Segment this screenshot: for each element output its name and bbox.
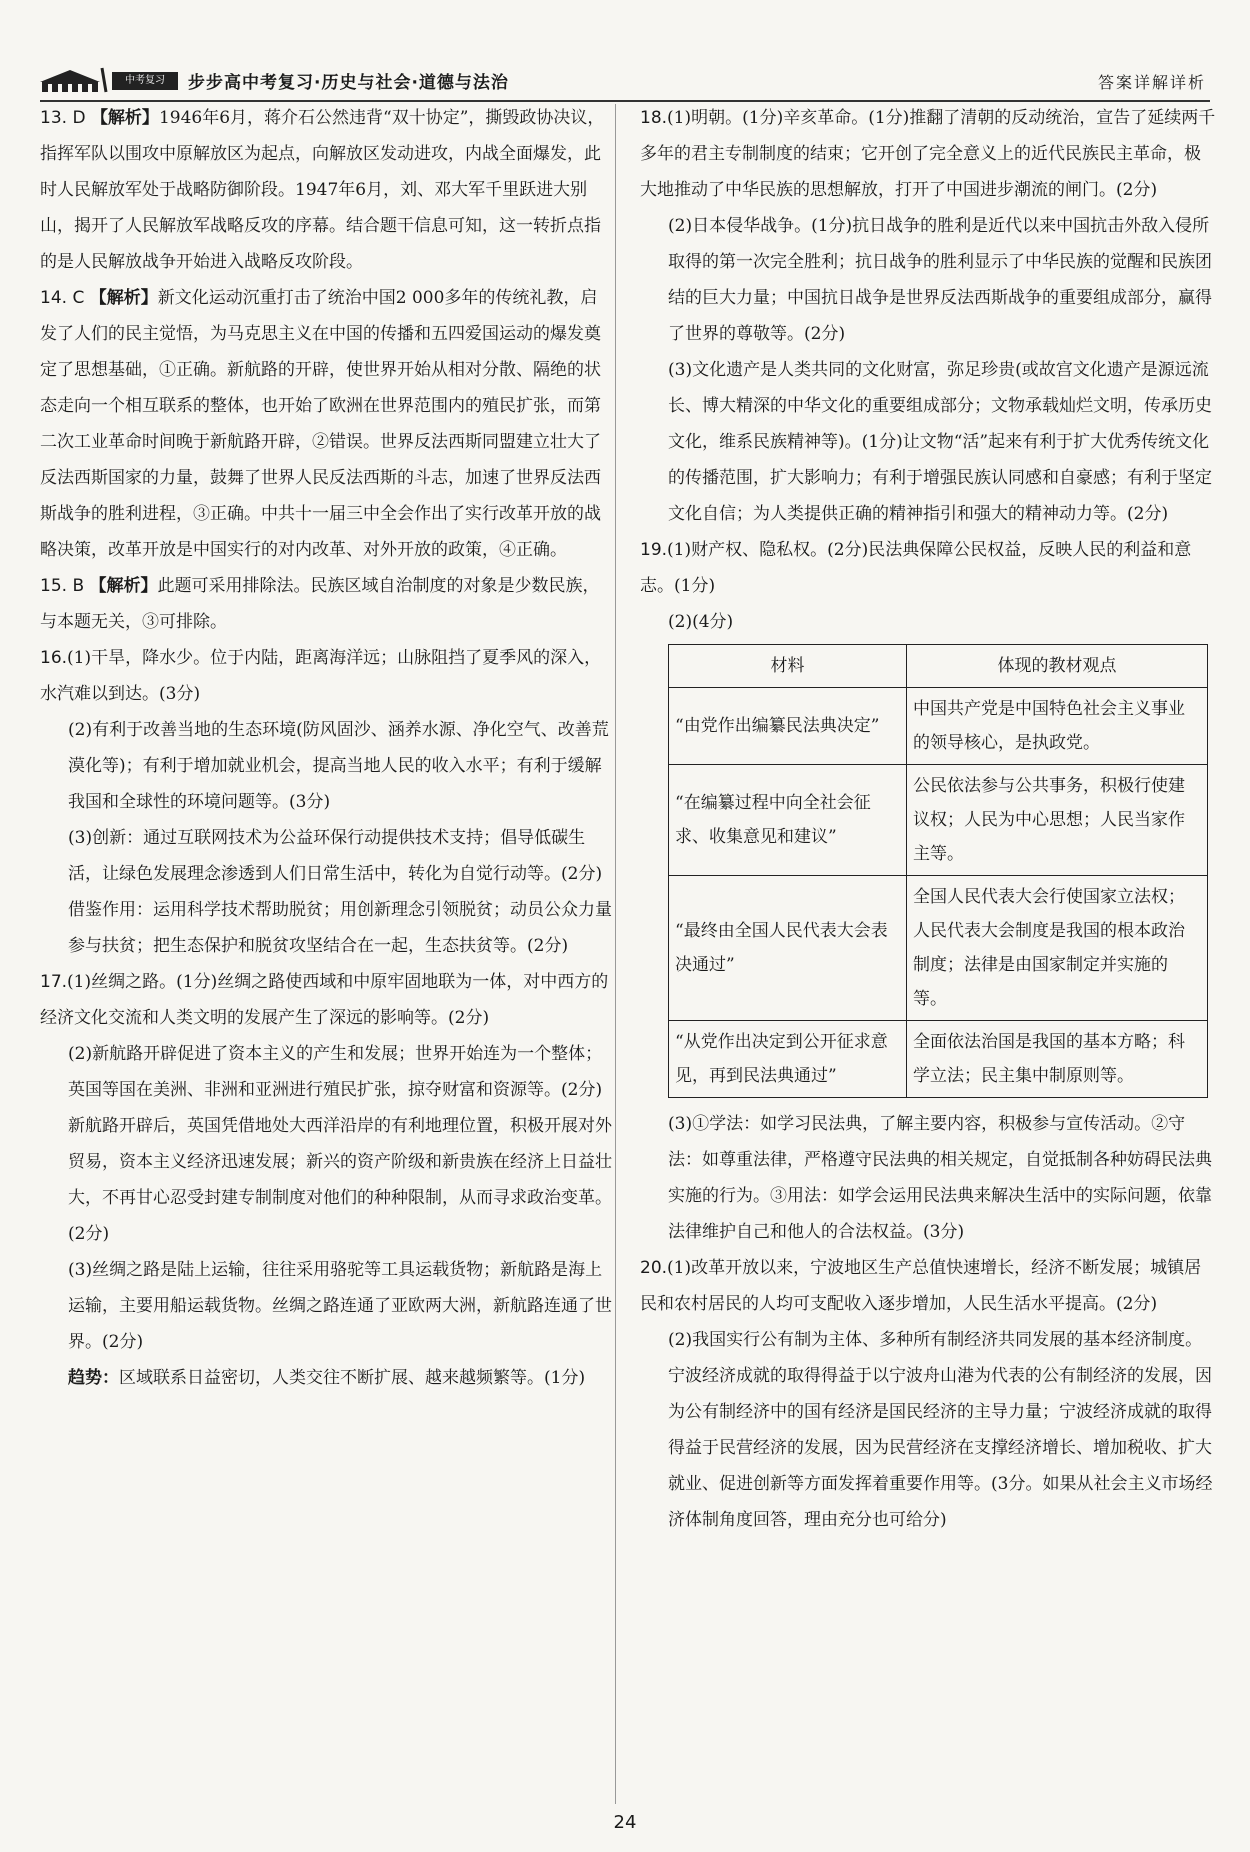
publisher-logo	[40, 62, 180, 96]
section-title: 答案详解详析	[1097, 73, 1206, 92]
table-cell: “在编纂过程中向全社会征求、收集意见和建议”	[669, 765, 907, 876]
table-header-row	[669, 645, 1208, 688]
question-number: 17.	[40, 972, 68, 992]
question-number: 13. D	[40, 108, 86, 128]
answer-text: 此题可采用排除法。民族区域自治制度的对象是少数民族，与本题无关，③可排除。	[40, 576, 600, 632]
question-number: 19.	[640, 540, 668, 560]
table-cell: 公民依法参与公共事务，积极行使建议权；人民为中心思想；人民当家作主等。	[907, 765, 1208, 876]
page-header	[40, 62, 1210, 102]
table-header: 材料	[669, 645, 907, 688]
answer-18	[640, 100, 1216, 532]
table-row	[669, 876, 1208, 1021]
table-header: 体现的教材观点	[907, 645, 1208, 688]
trend-text: 区域联系日益密切，人类交往不断扩展、越来越频繁等。(1分)	[119, 1368, 586, 1388]
table-cell: 全面依法治国是我国的基本方略；科学立法；民主集中制原则等。	[907, 1021, 1208, 1098]
right-column	[640, 100, 1216, 1538]
column-divider	[615, 104, 616, 1804]
question-number: 20.	[640, 1258, 668, 1278]
pavilion-logo-icon	[40, 62, 110, 96]
answer-16	[40, 640, 612, 964]
question-number: 18.	[640, 108, 668, 128]
answer-19	[640, 532, 1216, 1250]
answer-17	[40, 964, 612, 1396]
answer-part-2: (2)我国实行公有制为主体、多种所有制经济共同发展的基本经济制度。宁波经济成就的取得得益于以宁波舟山港为代表的公有制经济的发展，因为公有制经济中的国有经济是国民经济的主导力量；宁波经济成就的取得得益于民营经济的发展，因为民营经济在支撑经济增长、增加税收、扩大就业、促进创新等方面发挥着重要作用等。(3分。如果从社会主义市场经济体制角度回答，理由充分也可给分)	[668, 1330, 1213, 1530]
table-row	[669, 765, 1208, 876]
answer-part-1: (1)明朝。(1分)辛亥革命。(1分)推翻了清朝的反动统治，宣告了延续两千多年的君主专制制度的结束；它开创了完全意义上的近代民族民主革命，极大地推动了中华民族的思想解放，打开了中国进步潮流的闸门。(2分)	[640, 108, 1216, 200]
table-cell: “由党作出编纂民法典决定”	[669, 688, 907, 765]
analysis-tag: 【解析】	[89, 576, 158, 596]
page-number: 24	[613, 1812, 637, 1833]
answer-15	[40, 568, 612, 640]
table-cell: 全国人民代表大会行使国家立法权；人民代表大会制度是我国的根本政治制度；法律是由国家制定并实施的等。	[907, 876, 1208, 1021]
logo-badge: 中考复习	[112, 72, 178, 90]
answer-20	[640, 1250, 1216, 1538]
material-viewpoint-table	[668, 644, 1208, 1098]
table-cell: “最终由全国人民代表大会表决通过”	[669, 876, 907, 1021]
answer-part-2: (2)日本侵华战争。(1分)抗日战争的胜利是近代以来中国抗击外敌入侵所取得的第一次完全胜利；抗日战争的胜利显示了中华民族的觉醒和民族团结的巨大力量；中国抗日战争是世界反法西斯战争的重要组成部分，赢得了世界的尊敬等。(2分)	[668, 216, 1212, 344]
answer-part-1: (1)干旱，降水少。位于内陆，距离海洋远；山脉阻挡了夏季风的深入，水汽难以到达。(3分)	[40, 648, 602, 704]
trend-label: 趋势：	[68, 1368, 119, 1388]
answer-part-3: (3)创新：通过互联网技术为公益环保行动提供技术支持；倡导低碳生活，让绿色发展理念渗透到人们日常生活中，转化为自觉行动等。(2分)借鉴作用：运用科学技术帮助脱贫；用创新理念引领脱贫；动员公众力量参与扶贫；把生态保护和脱贫攻坚结合在一起，生态扶贫等。(2分)	[68, 828, 612, 956]
answer-text: 新文化运动沉重打击了统治中国2 000多年的传统礼教，启发了人们的民主觉悟，为马克思主义在中国的传播和五四爱国运动的爆发奠定了思想基础，①正确。新航路的开辟，使世界开始从相对分散、隔绝的状态走向一个相互联系的整体，也开始了欧洲在世界范围内的殖民扩张，而第二次工业革命时间晚于新航路开辟，②错误。世界反法西斯同盟建立壮大了反法西斯国家的力量，鼓舞了世界人民反法西斯的斗志，加速了世界反法西斯战争的胜利进程，③正确。中共十一届三中全会作出了实行改革开放的战略决策，改革开放是中国实行的对内改革、对外开放的政策，④正确。	[40, 288, 601, 560]
book-title: 步步高中考复习·历史与社会·道德与法治	[188, 73, 509, 93]
answer-text: 1946年6月，蒋介石公然违背“双十协定”，撕毁政协决议，指挥军队以围攻中原解放区为起点，向解放区发动进攻，内战全面爆发，此时人民解放军处于战略防御阶段。1947年6月，刘、邓大军千里跃进大别山，揭开了人民解放军战略反攻的序幕。结合题干信息可知，这一转折点指的是人民解放战争开始进入战略反攻阶段。	[40, 108, 605, 272]
table-row	[669, 1021, 1208, 1098]
analysis-tag: 【解析】	[89, 288, 158, 308]
question-number: 16.	[40, 648, 68, 668]
table-cell: “从党作出决定到公开征求意见，再到民法典通过”	[669, 1021, 907, 1098]
answer-part-2: (2)新航路开辟促进了资本主义的产生和发展；世界开始连为一个整体；英国等国在美洲、非洲和亚洲进行殖民扩张，掠夺财富和资源等。(2分)新航路开辟后，英国凭借地处大西洋沿岸的有利地理位置，积极开展对外贸易，资本主义经济迅速发展；新兴的资产阶级和新贵族在经济上日益壮大，不再甘心忍受封建专制制度对他们的种种限制，从而寻求政治变革。(2分)	[68, 1044, 612, 1244]
answer-part-1: (1)丝绸之路。(1分)丝绸之路使西域和中原牢固地联为一体，对中西方的经济文化交流和人类文明的发展产生了深远的影响等。(2分)	[40, 972, 609, 1028]
answer-part-3: (3)①学法：如学习民法典，了解主要内容，积极参与宣传活动。②守法：如尊重法律，严格遵守民法典的相关规定，自觉抵制各种妨碍民法典实施的行为。③用法：如学会运用民法典来解决生活中的实际问题，依靠法律维护自己和他人的合法权益。(3分)	[668, 1114, 1212, 1242]
answer-part-1: (1)财产权、隐私权。(2分)民法典保障公民权益，反映人民的利益和意志。(1分)	[640, 540, 1192, 596]
answer-part-2: (2)(4分)	[668, 612, 734, 632]
analysis-tag: 【解析】	[90, 108, 159, 128]
left-column	[40, 100, 612, 1396]
answer-13	[40, 100, 612, 280]
table-row	[669, 688, 1208, 765]
answer-part-4	[40, 1360, 612, 1396]
answer-part-1: (1)改革开放以来，宁波地区生产总值快速增长，经济不断发展；城镇居民和农村居民的人均可支配收入逐步增加，人民生活水平提高。(2分)	[640, 1258, 1202, 1314]
answer-part-3: (3)丝绸之路是陆上运输，往往采用骆驼等工具运载货物；新航路是海上运输，主要用船运载货物。丝绸之路连通了亚欧两大洲，新航路连通了世界。(2分)	[68, 1260, 612, 1352]
answer-part-2: (2)有利于改善当地的生态环境(防风固沙、涵养水源、净化空气、改善荒漠化等)；有利于增加就业机会，提高当地人民的收入水平；有利于缓解我国和全球性的环境问题等。(3分)	[68, 720, 609, 812]
question-number: 14. C	[40, 288, 85, 308]
table-cell: 中国共产党是中国特色社会主义事业的领导核心，是执政党。	[907, 688, 1208, 765]
question-number: 15. B	[40, 576, 85, 596]
answer-part-3: (3)文化遗产是人类共同的文化财富，弥足珍贵(或故宫文化遗产是源远流长、博大精深的中华文化的重要组成部分；文物承载灿烂文明，传承历史文化，维系民族精神等)。(1分)让文物“活”起来有利于扩大优秀传统文化的传播范围，扩大影响力；有利于增强民族认同感和自豪感；有利于坚定文化自信；为人类提供正确的精神指引和强大的精神动力等。(2分)	[668, 360, 1212, 524]
answer-14	[40, 280, 612, 568]
